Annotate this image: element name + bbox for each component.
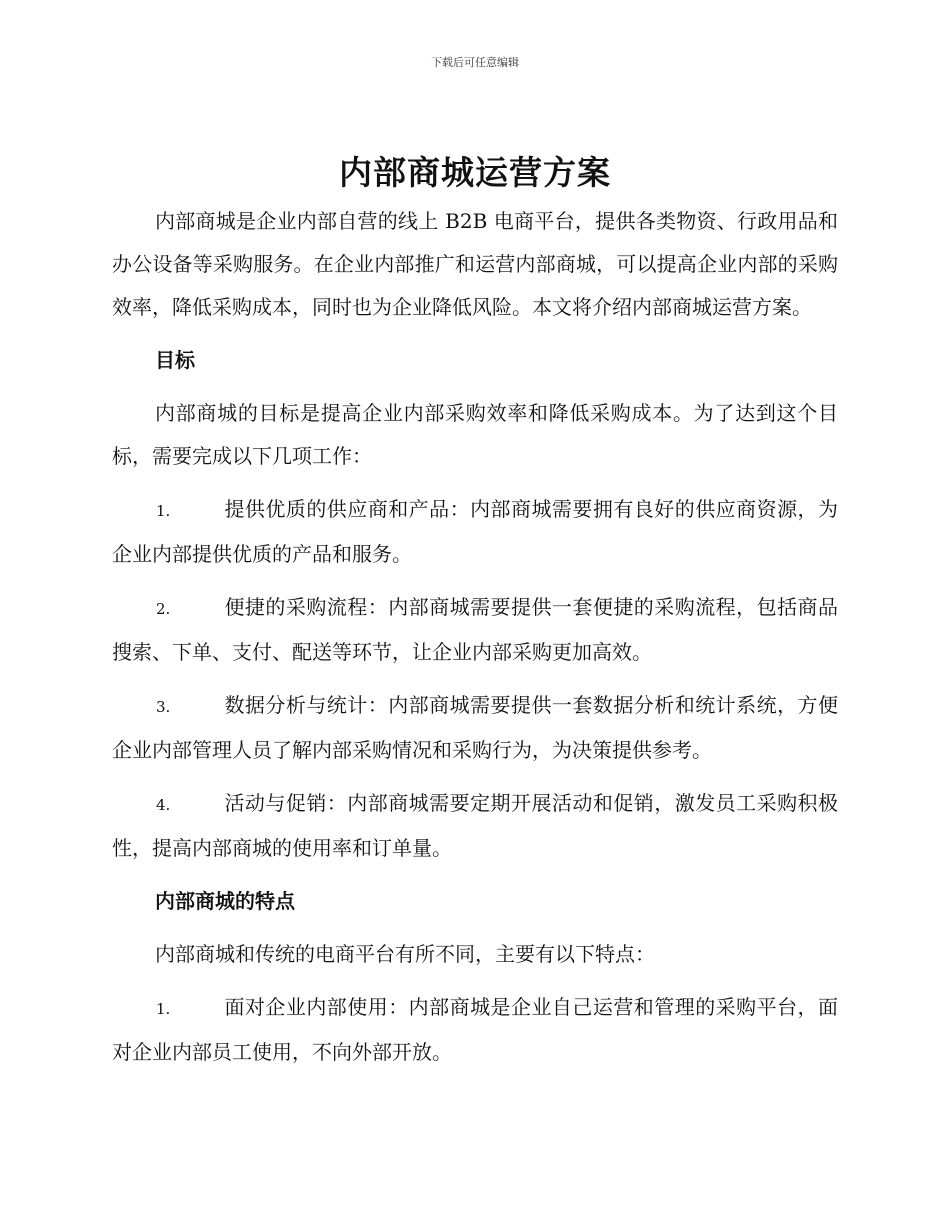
list-item-text: 活动与促销：内部商城需要定期开展活动和促销，激发员工采购积极性，提高内部商城的使用率和订单量。 <box>112 791 838 860</box>
list-item-text: 面对企业内部使用：内部商城是企业自己运营和管理的采购平台，面对企业内部员工使用，不向外部开放。 <box>112 995 838 1064</box>
goals-intro-paragraph: 内部商城的目标是提高企业内部采购效率和降低采购成本。为了达到这个目标，需要完成以下几项工作： <box>112 401 838 468</box>
list-number: 3. <box>156 698 171 716</box>
list-item-text: 提供优质的供应商和产品：内部商城需要拥有良好的供应商资源，为企业内部提供优质的产品和服务。 <box>112 497 838 566</box>
header-note: 下载后可任意编辑 <box>431 56 519 69</box>
list-item <box>112 488 838 576</box>
list-number: 4. <box>156 796 171 814</box>
list-item <box>112 782 838 870</box>
list-number: 1. <box>156 1000 171 1018</box>
list-item <box>112 986 838 1074</box>
list-item <box>112 684 838 772</box>
list-item-text: 便捷的采购流程：内部商城需要提供一套便捷的采购流程，包括商品搜索、下单、支付、配送等环节，让企业内部采购更加高效。 <box>112 595 838 664</box>
list-number: 1. <box>156 502 171 520</box>
document-body <box>112 200 838 1074</box>
intro-paragraph: 内部商城是企业内部自营的线上 B2B 电商平台，提供各类物资、行政用品和办公设备等采购服务。在企业内部推广和运营内部商城，可以提高企业内部的采购效率，降低采购成本，同时也为企业降低风险。本文将介绍内部商城运营方案。 <box>112 209 838 319</box>
document-title: 内部商城运营方案 <box>339 153 611 192</box>
list-number: 2. <box>156 600 171 618</box>
section-heading-features: 内部商城的特点 <box>155 889 295 913</box>
section-heading-goals: 目标 <box>155 348 195 372</box>
list-item <box>112 586 838 674</box>
features-intro-paragraph: 内部商城和传统的电商平台有所不同，主要有以下特点： <box>155 942 655 966</box>
list-item-text: 数据分析与统计：内部商城需要提供一套数据分析和统计系统，方便企业内部管理人员了解内部采购情况和采购行为，为决策提供参考。 <box>112 693 838 762</box>
